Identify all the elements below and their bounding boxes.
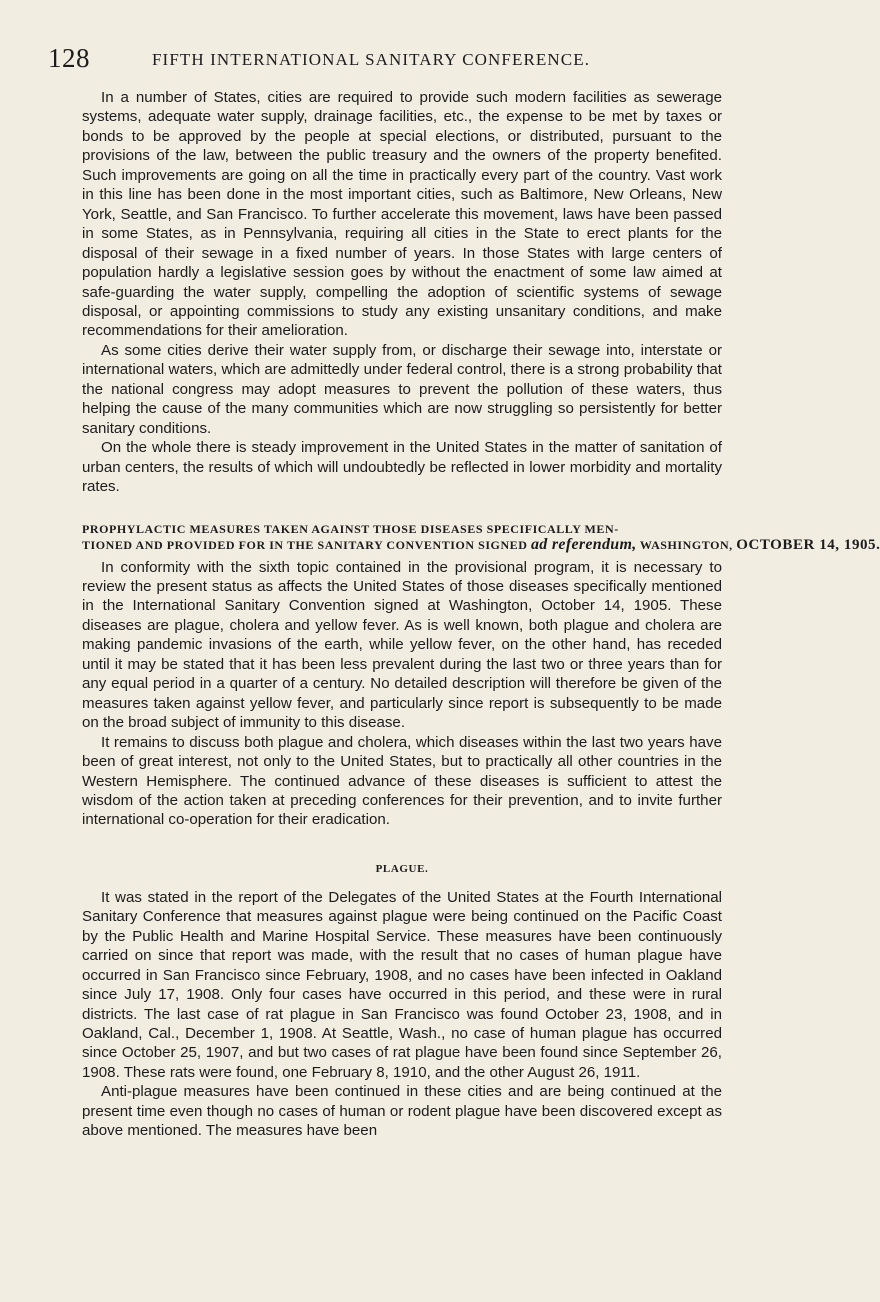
heading-date: OCTOBER 14, 1905. xyxy=(736,536,880,553)
paragraph: It remains to discuss both plague and cholera, which diseases within the last two years have been of great interest, not only to the United States, but to practically all other countries in the Western Hemisphere. The continued advance of these diseases is sufficient to attest the wisdom of the action taken at preceding conferences for their prevention, and to invite further international co-operation for their eradication. xyxy=(82,733,722,829)
ad-referendum-text: ad referendum, xyxy=(531,535,637,553)
section-heading-line-2-text: TIONED AND PROVIDED FOR IN THE SANITARY CONVENTION SIGNED xyxy=(82,537,528,552)
paragraph: On the whole there is steady improvement in the United States in the matter of sanitation of urban centers, the results of which will undoubtedly be reflected in lower morbidity and mortality rates. xyxy=(82,439,722,496)
body-text xyxy=(82,88,880,1141)
paragraph: As some cities derive their water supply from, or discharge their sewage into, interstate or international waters, which are admittedly under federal control, there is a strong probability that the national congress may adopt measures to prevent the pollution of these waters, thus helping the cause of the many communities which are now struggling so persistently for better sanitary conditions. xyxy=(82,341,722,437)
running-head-title: FIFTH INTERNATIONAL SANITARY CONFERENCE. xyxy=(152,50,591,69)
plague-heading: PLAGUE. xyxy=(375,862,429,875)
running-head xyxy=(48,44,768,76)
plague-section xyxy=(82,862,722,1141)
paragraph: In a number of States, cities are required to provide such modern facilities as sewerage systems, adequate water supply, drainage facilities, etc., the expense to be met by taxes or bonds to be approved by the people at special elections, or distributed, pursuant to the provisions of the law, between the public treasury and the owners of the property benefited. Such improvements are going on all the time in practically every part of the country. Vast work in this line has been done in the most important cities, such as Baltimore, New Orleans, New York, Seattle, and San Francisco. To further accelerate this movement, laws have been passed in some States, as in Pennsylvania, requiring all cities in the State to erect plants for the disposal of their sewage in a fixed number of years. In those States with large centers of population hardly a legislative session goes by without the enactment of some law aimed at safe-guarding the water supply, compelling the adoption of scientific systems of sewage disposal, or appointing commissions to study any existing unsanitary conditions, and make recommendations for their amelioration. xyxy=(82,89,722,340)
section-heading-line-2 xyxy=(82,535,880,553)
page-number: 128 xyxy=(48,43,90,73)
intro-section xyxy=(82,88,722,497)
paragraph: Anti-plague measures have been continued in these cities and are being continued at the present time even though no cases of human or rodent plague have been discovered except as above mentioned. The measures have been xyxy=(82,1083,722,1140)
prophylactic-measures-section xyxy=(82,521,880,830)
heading-place: WASHINGTON, xyxy=(639,537,733,552)
section-heading-line-1: PROPHYLACTIC MEASURES TAKEN AGAINST THOSE DISEASES SPECIFICALLY MEN- xyxy=(82,521,619,536)
paragraph: It was stated in the report of the Delegates of the United States at the Fourth International Sanitary Conference that measures against plague were being continued on the Pacific Coast by the Public Health and Marine Hospital Service. These measures have been continuously carried on since that report was made, with the result that no cases of human plague have occurred in San Francisco since February, 1908, and no cases have been infected in Oakland since July 17, 1908. Only four cases have occurred in this period, and these were in rural districts. The last case of rat plague in San Francisco was found October 23, 1908, and in Oakland, Cal., December 1, 1908. At Seattle, Wash., no case of human plague has occurred since October 25, 1907, and but two cases of rat plague have been found since September 26, 1908. These rats were found, one February 8, 1910, and the other August 26, 1911. xyxy=(82,888,722,1081)
paragraph: In conformity with the sixth topic contained in the provisional program, it is necessary to review the present status as affects the United States of those diseases specifically mentioned in the International Sanitary Convention signed at Washington, October 14, 1905. These diseases are plague, cholera and yellow fever. As is well known, both plague and cholera are making pandemic invasions of the earth, while yellow fever, on the other hand, has receded until it may be stated that it has been less prevalent during the last two or three years than for any equal period in a quarter of a century. No detailed description will therefore be given of the measures taken against yellow fever, and particularly since report is subsequently to be made on the broad subject of immunity to this disease. xyxy=(82,558,722,732)
section-heading xyxy=(82,521,880,553)
